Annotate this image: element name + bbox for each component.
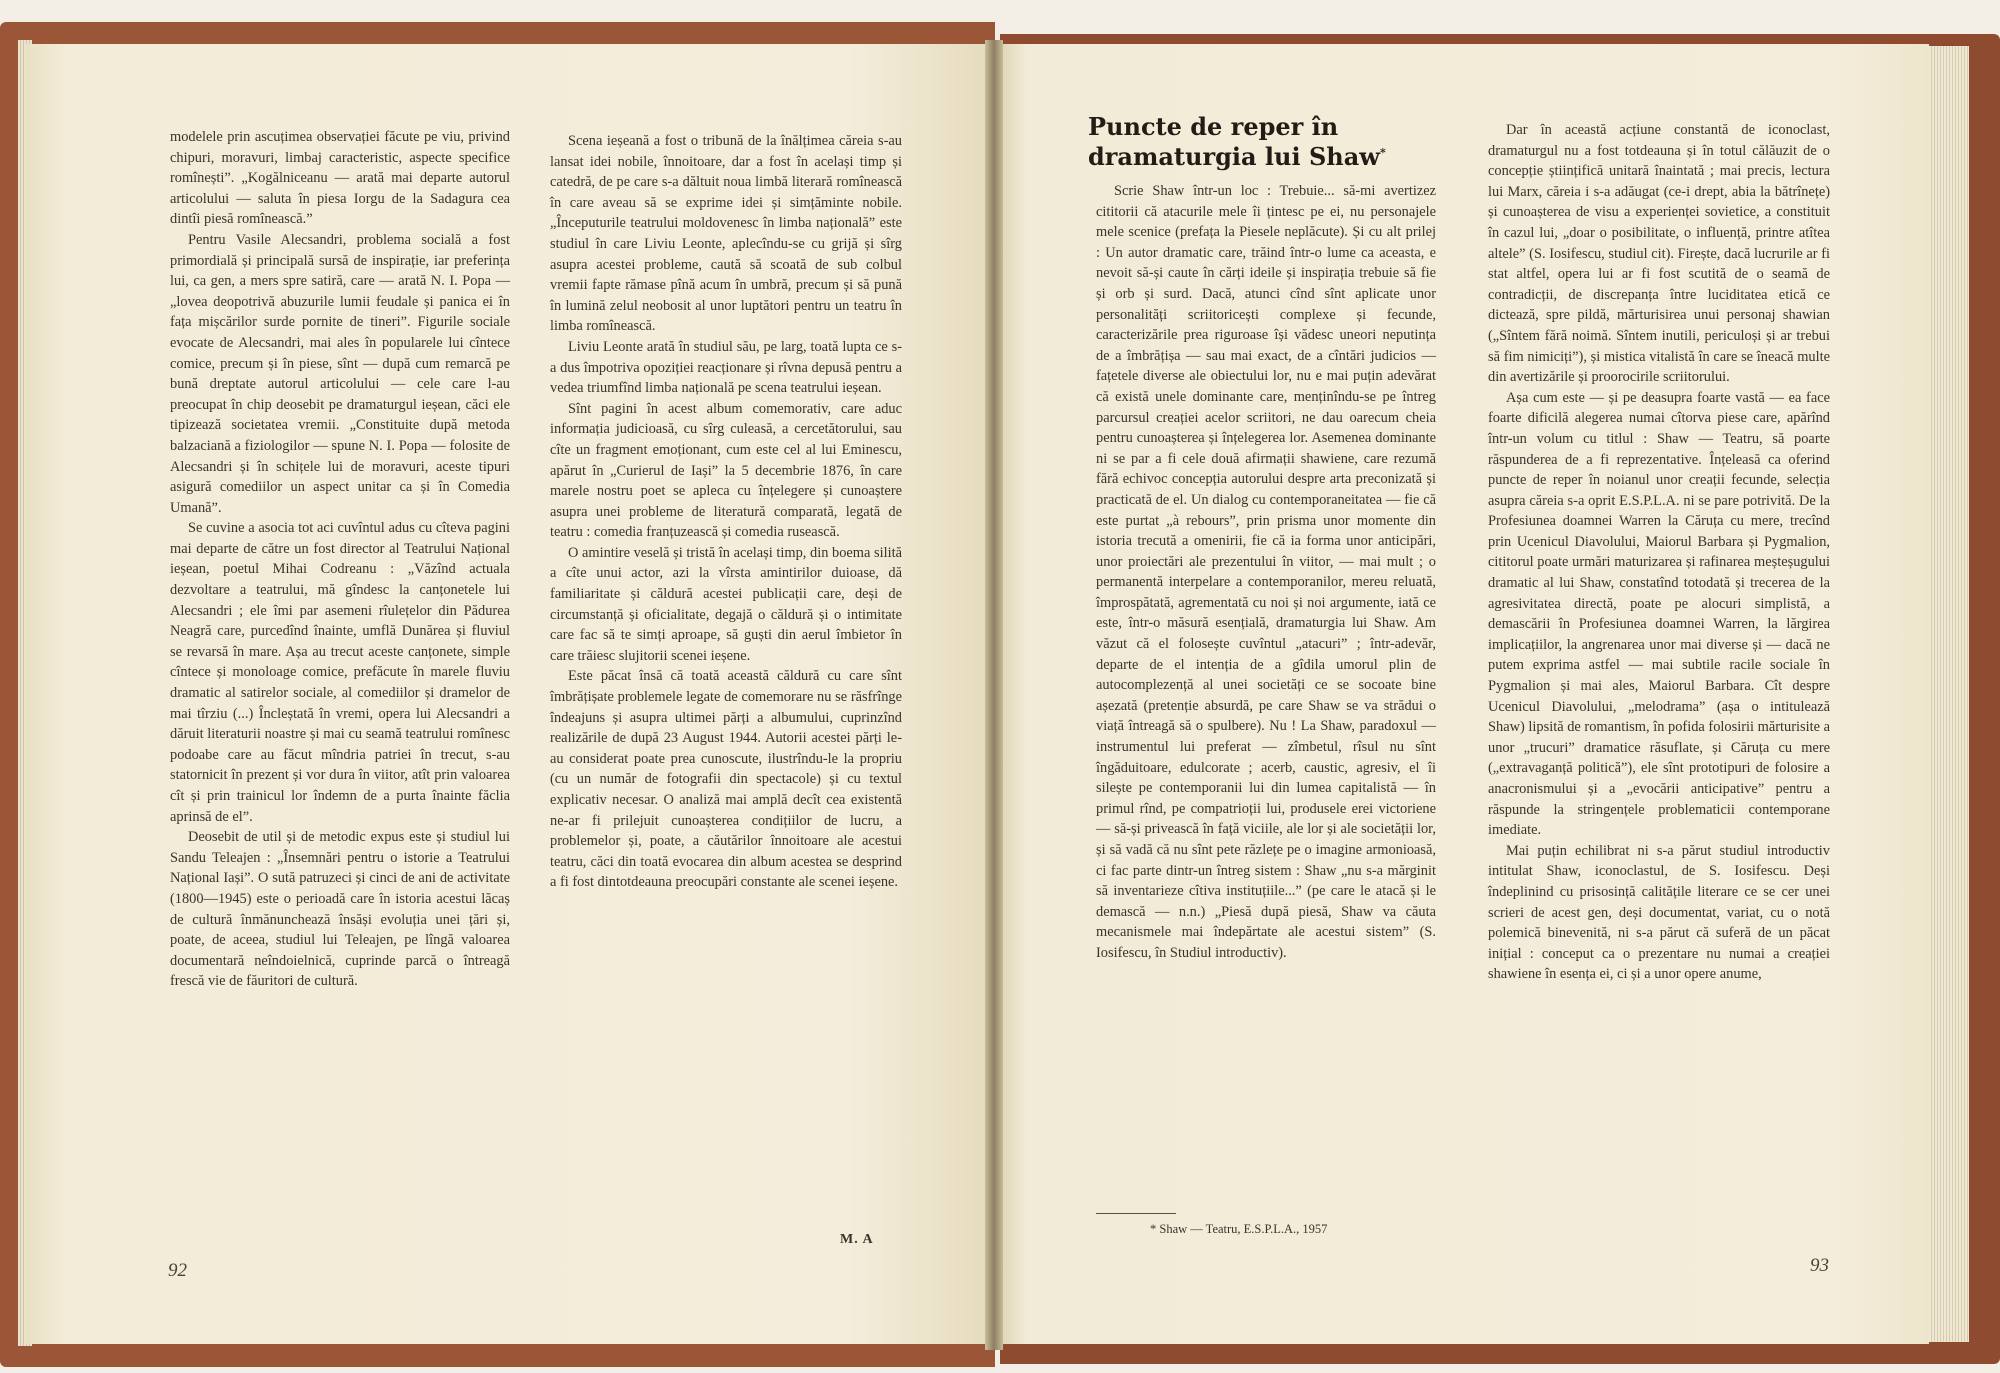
article-heading [1088,114,1448,170]
left-column-1 [170,127,510,992]
right-column-2 [1488,120,1830,985]
paragraph: Așa cum este — și pe deasupra foarte vastă — ea face foarte dificilă alegerea numai cîtorva piese care, apărînd într-un volum cu titlul : Shaw — Teatru, să poarte răspunderea de a fi reprezentative. Înțeleasă ca oferind puncte de reper în noianul unor creații fecunde, selecția asupra căreia s-a oprit E.S.P.L.A. ni se pare potrivită. De la Profesiunea doamnei Warren la Căruța cu mere, trecînd prin Ucenicul Diavolului, Maiorul Barbara și Pygmalion, cititorul poate urmări maturizarea și rafinarea meșteșugului dramatic al lui Shaw, constatînd totodată și trecerea de la agresivitatea directă, poate pe alocuri simplistă, a demascării în Profesiunea doamnei Warren, la lărgirea implicațiilor, la angrenarea unor mai diverse și — dacă ne putem exprima astfel — mai subtile racile sociale în Pygmalion și mai ales, Maiorul Barbara. Cît despre Ucenicul Diavolului, „melodrama” (așa o intitulează Shaw) lipsită de romantism, în pofida folosirii mărturisite a unor „trucuri” dramatice răsuflate, și Căruța cu mere („extravaganță politică”), ele sînt prototipuri de folosire a anacronismului și a „evocării anticipative” pentru a răspunde la stringențele problematicii contemporane imediate. [1488,389,1830,839]
paragraph: Dar în această acțiune constantă de iconoclast, dramaturgul nu a fost totdeauna și în totul călăuzit de o concepție științifică unitară înaintată ; mai precis, lectura lui Marx, căreia i s-a adăugat (ce-i drept, abia la bătrînețe) și cunoașterea de visu a experienței sovietice, a constituit în cazul lui, „doar o posibilitate, o influență, printre atîtea altele” (S. Iosifescu, studiul cit). Firește, dacă lucrurile ar fi stat altfel, opera lui ar fi fost scutită de o seamă de contradicții, de discrepanța între luciditatea etică ce dictează, spre pildă, mărturisirea unui personaj shawian („Sîntem fără noimă. Sîntem inutili, periculoși și ar trebui să fim nimiciți”), și mistica vitalistă în care se îneacă multe din avertizările și proorocirile scriitorului. [1488,122,1830,386]
paragraph: Este păcat însă că toată această căldură cu care sînt îmbrățișate problemele legate de comemorare nu se răsfrînge îndeajuns și asupra ultimei părți a albumului, cuprinzînd realizările de după 23 August 1944. Autorii acestei părți le-au considerat poate prea cunoscute, ilustrîndu-le la propriu (cu un număr de fotografii din spectacole) și cu textul explicativ necesar. O analiză mai amplă decît cea existentă ne-ar fi prilejuit cunoașterea condițiilor de lucru, a problemelor și, poate, a căutărilor înnoitoare ale acestui teatru, căci din toată evocarea din album acestea se desprind a fi fost dintotdeauna preocupări constante ale scenei ieșene. [550,668,902,891]
paragraph: Liviu Leonte arată în studiul său, pe larg, toată lupta ce s-a dus împotriva opoziției reacționare și rîvna depusă pentru a vedea triumfînd limba națională pe scena teatrului ieșean. [550,338,902,397]
page-number-left: 92 [168,1260,187,1281]
paragraph: Scena ieșeană a fost o tribună de la înălțimea căreia s-au lansat idei nobile, înnoitoare, dar a fost în același timp și catedră, de pe care s-a dăltuit noua limbă literară romînească în care aveau să se exprime idei și simțăminte nobile. „Începuturile teatrului moldovenesc în limba națională” este studiul în care Liviu Leonte, aplecîndu-se cu grijă și sîrg asupra acestei probleme, caută să scoată de sub colbul vremii fapte rămase pînă acum în umbră, precum și să pună în lumină zelul neobosit al unor luptători pentru un teatru în limba romînească. [550,133,902,335]
left-column-2 [550,131,902,893]
article-signature: M. A [840,1232,874,1247]
footnote-marker: * [1379,146,1386,159]
paragraph: Mai puțin echilibrat ni s-a părut studiul introductiv intitulat Shaw, iconoclastul, de S. Iosifescu. Deși îndeplinind cu prisosință calitățile literare ce se cer unei scrieri de acest gen, deși documentat, variat, cu o notă polemică binevenită, ni s-a părut că suferă de un păcat inițial : conceput ca o prezentare nu numai a creației shawiene în esența ei, ci și a unor opere anume, [1488,842,1830,983]
heading-text: Puncte de reper în dramaturgia lui Shaw [1088,112,1380,171]
paragraph: O amintire veselă și tristă în același timp, din boema silită a cîte unui actor, azi la vîrsta amintirilor duioase, dă familiaritate și căldură acestei publicații care, deși de circumstanță și oficialitate, degajă o căldură și o intimitate care fac să te simți aproape, să guști din aerul îmbietor în care trăiesc slujitorii scenei ieșene. [550,544,902,664]
right-column-1 [1096,181,1436,964]
page-edges-right [1929,46,1969,1342]
paragraph: modelele prin ascuțimea observației făcute pe viu, privind chipuri, moravuri, limbaj caracteristic, aspecte specifice romînești”. „Kogălniceanu — arată mai departe autorul articolului — saluta în piesa Iorgu de la Sadagura cea dintîi piesă romînească.” [170,129,510,228]
paragraph: Se cuvine a asocia tot aci cuvîntul adus cu cîteva pagini mai departe de către un fost director al Teatrului Național ieșean, poetul Mihai Codreanu : „Văzînd actuala dezvoltare a teatrului, mă gîndesc la canțonetele lui Alecsandri ; ele îmi par asemeni rîulețelor din Pădurea Neagră care, purcedînd înainte, umflă Dunărea și fluviul se revarsă în mare. Așa au trecut aceste canțonete, simple cîntece și monoloage comice, prefăcute în marele fluviu dramatic al satirelor sociale, al comediilor și dramelor de mai tîrziu (...) Încleștată în vremi, opera lui Alecsandri a dăruit literaturii noastre și mai cu seamă teatrului romînesc podoabe care au făcut mîndria patriei în trecut, s-au statornicit în prezent și vor dura în viitor, atît prin valoarea cît și prin trainicul lor îndemn de a purta înainte făclia aprinsă de el”. [170,520,510,825]
paragraph: Pentru Vasile Alecsandri, problema socială a fost primordială și principală sursă de inspirație, iar preferința lui, ca gen, a mers spre satiră, care — arată N. I. Popa — „lovea deopotrivă abuzurile lumii feudale și panica ei în fața mișcărilor surde pornite de tineri”. Figurile sociale evocate de Alecsandri, mai ales în popularele lui cîntece comice, precum și în piese, sînt — după cum remarcă pe bună dreptate autorul articolului — cele care l-au preocupat în chip deosebit pe dramaturgul ieșean, căci ele tipizează societatea vremii. „Constituite după metoda balzaciană a fiziologilor — spune N. I. Popa — folosite de Alecsandri și în schițele lui de moravuri, aceste tipuri asigură comediilor un aspect unitar ca și în Comedia Umană”. [170,231,510,516]
paragraph: Sînt pagini în acest album comemorativ, care aduc informația judicioasă, cu sîrg culeasă, a cercetătorului, sau cîte un fragment emoționant, cum este cel al lui Eminescu, apărut în „Curierul de Iași” la 5 decembrie 1876, în care marele nostru poet se apleca cu înțelegere și cunoaștere asupra unei probleme de literatură comparată, legată de teatru : comedia franțuzească și comedia rusească. [550,400,902,541]
book-gutter [985,40,1003,1350]
footnote-divider [1096,1213,1176,1214]
paragraph: Deosebit de util și de metodic expus este și studiul lui Sandu Teleajen : „Însemnări pentru o istorie a Teatrului Național Iași”. O sută patruzeci și cinci de ani de activitate (1800—1945) este o perioadă care în istoria acestui lăcaș de cultură înmănunchează însăși evoluția unei țări și, poate, de aceea, studiul lui Teleajen, pe lîngă valoarea documentară neîndoielnică, cuprinde parcă o întreagă frescă vie de făuritori de cultură. [170,829,510,990]
footnote: * Shaw — Teatru, E.S.P.L.A., 1957 [1150,1222,1328,1236]
paragraph: Scrie Shaw într-un loc : Trebuie... să-mi avertizez cititorii că atacurile mele îi țintesc pe ei, nu personajele mele scenice (prefața la Piesele neplăcute). Și cu alt prilej : Un autor dramatic care, trăind într-o lume ca aceasta, e nevoit să-și caute în cărți ideile și inspirația trebuie să fie și orb și surd. Dacă, atunci cînd sînt aplicate unor personalități scriitoricești complexe și fecunde, caracterizările prea riguroase își vădesc uneori neputința de a îmbrățișa — sau mai exact, de a cîntări judicios — fațetele diverse ale obiectului lor, nu e mai puțin adevărat că există unele dominante care, menținîndu-se pe întreg parcursul creației acelor scriitori, ne dau oarecum cheia pentru cunoașterea și înțelegerea lor. Asemenea dominante ni se par a fi cele două afirmații shawiene, care rezumă fără echivoc concepția autorului despre arta preconizată și practicată de el. Un dialog cu contemporaneitatea — fie că este purtat „à rebours”, prin prisma unor momente din istoria trecută a omenirii, fie că ia forma unor anticipări, unor proiectări ale prezentului în viitor, — mai mult ; o permanentă interpelare a contemporanilor, mereu reluată, împrospătată, agrementată cu noi și noi argumente, iată ce este, într-o măsură esențială, dramaturgia lui Shaw. Am văzut că el folosește cuvîntul „atacuri” ; într-adevăr, departe de el intenția de a gîdila umorul plin de autocomplezență al unei societăți ce se socoate bine așezată (pretenție absurdă, pe care Shaw se va strădui o viață întreagă să o spulbere). Nu ! La Shaw, paradoxul — instrumentul lui preferat — zîmbetul, rîsul nu sînt îngăduitoare, edulcorate ; acerb, caustic, agresiv, el îi silește pe contemporanii lui din lumea capitalistă — în primul rînd, pe compatrioții lui, produsele erei victoriene — să-și privească în față viciile, ale lor și ale societății lor, și să vadă că nu sînt pete răzlețe pe o imagine armonioasă, ci fac parte dintr-un întreg sistem : Shaw „nu s-a mărginit să inventarieze cîtiva instituțiile...” (pe care le atacă și le demască — n.n.) „Piesă după piesă, Shaw va căuta mecanismele mai îndepărtate ale acestui sistem” (S. Iosifescu, în Studiul introductiv). [1096,183,1436,961]
page-number-right: 93 [1810,1255,1829,1276]
